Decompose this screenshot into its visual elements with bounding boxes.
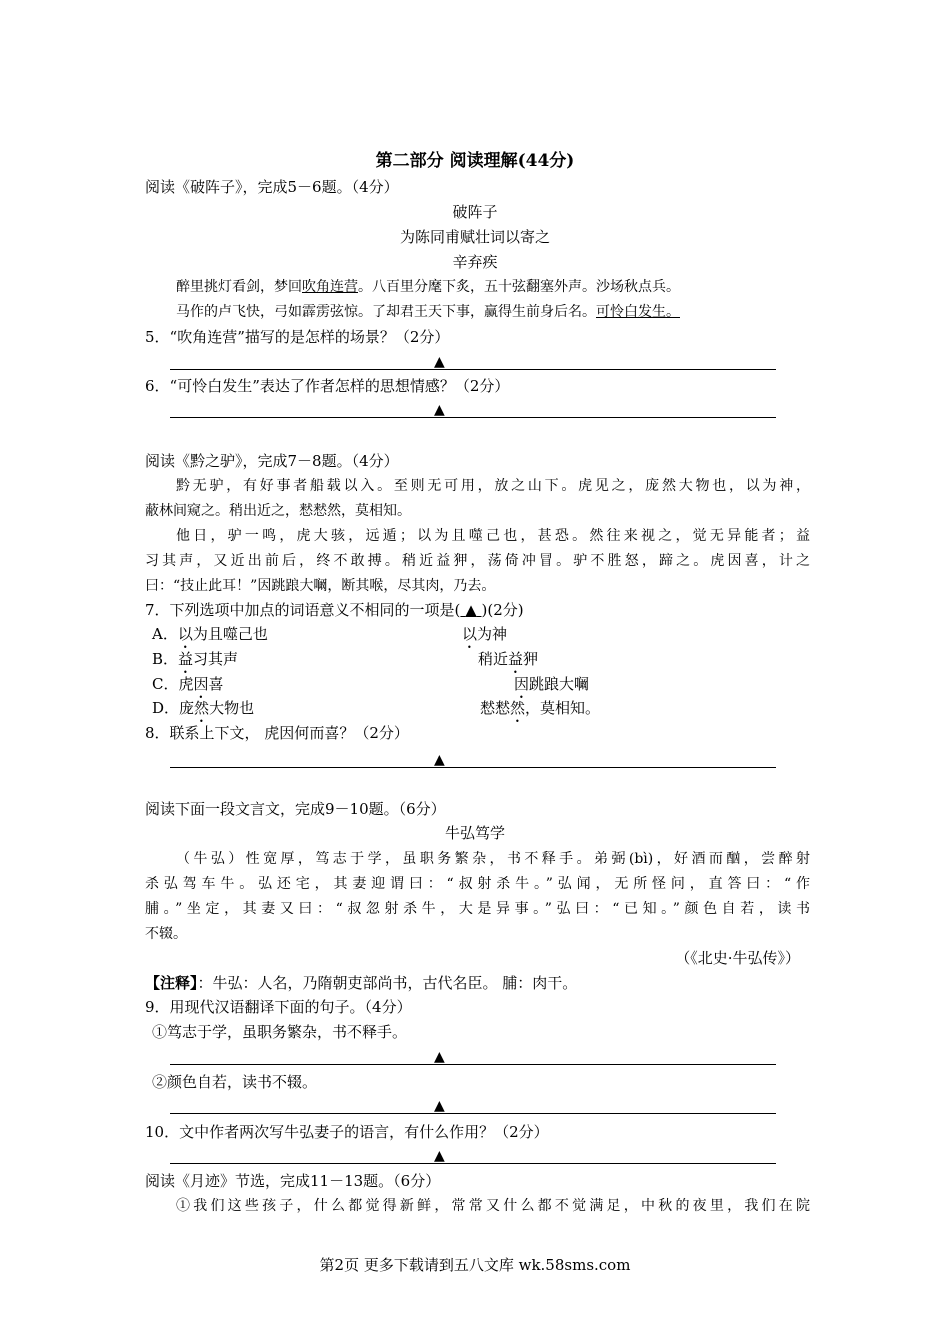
question-6: 6．“可怜白发生”表达了作者怎样的思想情感？（2分） [145,377,510,395]
page-footer: 第2页 更多下载请到五八文库 wk.58sms.com [319,1256,631,1274]
section-title: 第二部分 阅读理解(44分) [375,151,575,171]
question-8: 8．联系上下文， 虎因何而喜？（2分） [145,724,409,742]
option-b-left: B．益习其声 [152,650,239,668]
answer-marker: ▲ [434,1098,445,1114]
answer-line [170,767,776,768]
answer-line [170,1064,776,1065]
answer-marker: ▲ [434,752,445,768]
moon-line-1: ①我们这些孩子，什么都觉得新鲜，常常又什么都不觉满足，中秋的夜里，我们在院 [176,1198,810,1214]
niuhong-line-4: 不辍。 [145,926,187,942]
underlined-phrase: 可怜白发生。 [596,304,680,320]
donkey-p2-line2: 习其声，又近出前后，终不敢搏。稍近益狎，荡倚冲冒。驴不胜怒，蹄之。虎因喜，计之 [145,553,810,569]
poem-intro: 阅读《破阵子》，完成5－6题。（4分） [145,178,399,196]
option-a-right: 以为神 [462,625,508,643]
poem-line-1: 醉里挑灯看剑，梦回吹角连营。八百里分麾下炙，五十弦翻塞外声。沙场秋点兵。 [176,279,680,295]
answer-line [170,417,776,418]
answer-line [170,1113,776,1114]
option-c-right: 因跳踉大㘎 [514,675,590,693]
option-d-left: D．庞然大物也 [152,699,255,717]
poem-title: 破阵子 [452,203,498,221]
donkey-p2-line3: 曰：“技止此耳！”因跳踉大㘎，断其喉，尽其肉，乃去。 [145,578,496,594]
niuhong-title: 牛弘笃学 [444,824,505,842]
option-b-right: 稍近益狎 [478,650,539,668]
question-9-sentence-2: ②颜色自若，读书不辍。 [152,1073,318,1091]
answer-marker: ▲ [434,354,445,370]
poem-line-2: 马作的卢飞快，弓如霹雳弦惊。了却君王天下事，赢得生前身后名。可怜白发生。 [176,304,680,320]
moon-intro: 阅读《月迹》节选，完成11－13题。（6分） [145,1172,441,1190]
donkey-p1-line1: 黔无驴，有好事者船载以入。至则无可用，放之山下。虎见之，庞然大物也，以为神， [176,478,810,494]
donkey-intro: 阅读《黔之驴》，完成7－8题。（4分） [145,452,399,470]
question-9: 9．用现代汉语翻译下面的句子。（4分） [145,998,412,1016]
answer-blank: ▲ [465,601,477,619]
option-d-right: 慭慭然，莫相知。 [480,699,601,717]
question-5: 5．“吹角连营”描写的是怎样的场景？（2分） [145,328,450,346]
answer-marker: ▲ [434,402,445,418]
underlined-phrase: 吹角连营 [302,279,358,295]
question-7: 7．下列选项中加点的词语意义不相同的一项是( ▲ )(2分) [145,601,524,619]
answer-marker: ▲ [434,1049,445,1065]
option-a-left: A．以为且噬己也 [152,625,268,643]
niuhong-line-3: 脯。”坐定，其妻又曰：“叔忽射杀牛，大是异事。”弘曰：“已知。”颜色自若，读书 [145,901,810,917]
answer-line [170,369,776,370]
option-c-left: C．虎因喜 [152,675,224,693]
question-10: 10．文中作者两次写牛弘妻子的语言，有什么作用？（2分） [145,1123,549,1141]
niuhong-line-1: （牛弘）性宽厚，笃志于学，虽职务繁杂，书不释手。弟弼(bì)，好酒而酗，尝醉射 [176,851,810,867]
poem-subtitle: 为陈同甫赋壮词以寄之 [399,228,550,246]
answer-marker: ▲ [434,1148,445,1164]
niuhong-line-2: 杀弘驾车牛。弘还宅，其妻迎谓曰：“叔射杀牛。”弘闻，无所怪问，直答曰：“作 [145,876,810,892]
donkey-p2-line1: 他日，驴一鸣，虎大骇，远遁；以为且噬己也，甚恐。然往来视之，觉无异能者；益 [176,528,810,544]
niuhong-note: 【注释】：牛弘：人名，乃隋朝吏部尚书，古代名臣。 脯：肉干。 [145,974,578,992]
question-9-sentence-1: ①笃志于学，虽职务繁杂，书不释手。 [152,1023,408,1041]
niuhong-intro: 阅读下面一段文言文，完成9－10题。（6分） [145,800,446,818]
poem-author: 辛弃疾 [452,253,498,271]
niuhong-source: （《北史·牛弘传》） [675,949,800,967]
answer-line [170,1163,776,1164]
donkey-p1-line2: 蔽林间窥之。稍出近之，慭慭然，莫相知。 [145,503,411,519]
